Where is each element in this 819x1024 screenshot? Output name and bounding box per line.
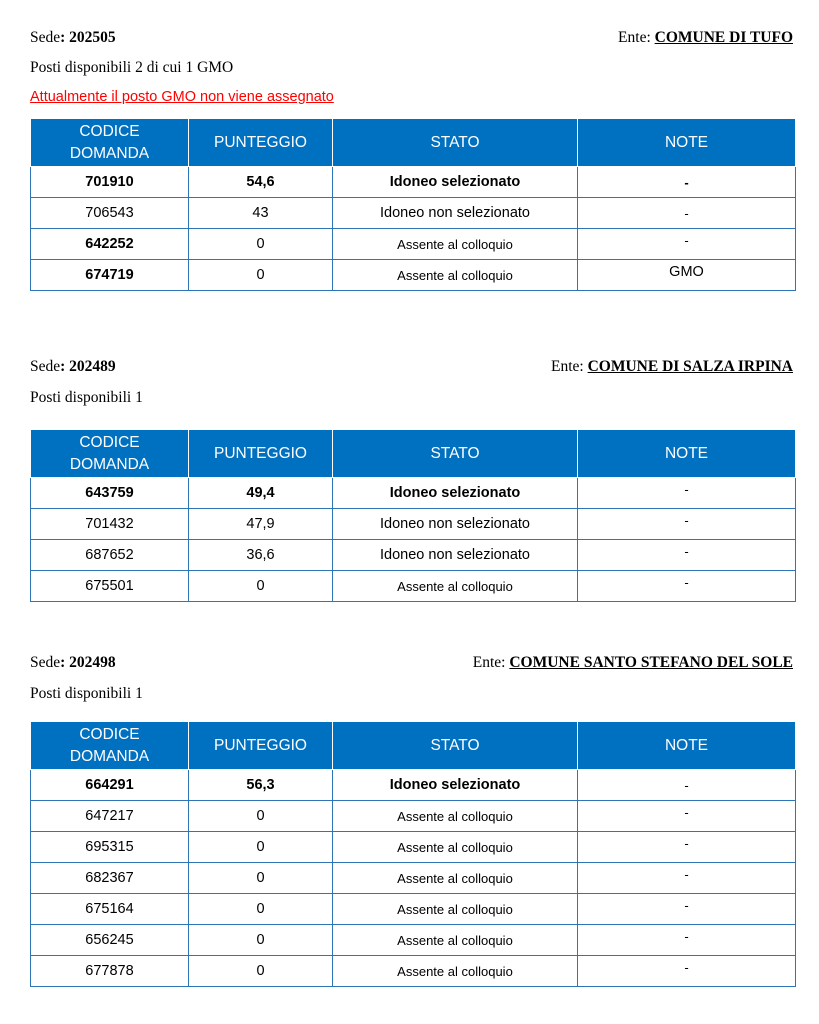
table-row: [31, 167, 796, 198]
sede-code: : 202505: [60, 29, 116, 46]
table-header-row: [31, 119, 796, 167]
cell-note: -: [578, 229, 796, 260]
section-salza-irpina: [30, 358, 795, 594]
cell-punteggio: 0: [189, 894, 333, 925]
table-row: [31, 478, 796, 509]
cell-stato: Assente al colloquio: [333, 801, 578, 832]
cell-punteggio: 0: [189, 956, 333, 987]
cell-codice: 664291: [31, 770, 189, 801]
header-note: NOTE: [578, 430, 796, 478]
ranking-table: [30, 118, 796, 291]
ente-name: COMUNE SANTO STEFANO DEL SOLE: [509, 654, 793, 671]
ente-label: Ente: COMUNE DI TUFO: [618, 29, 793, 46]
table-row: [31, 540, 796, 571]
cell-note: -: [578, 509, 796, 540]
sede-code: : 202498: [60, 654, 116, 671]
cell-stato: Idoneo non selezionato: [333, 509, 578, 540]
header-codice: CODICE DOMANDA: [31, 119, 189, 167]
cell-note: -: [578, 571, 796, 602]
ente-label: Ente: COMUNE SANTO STEFANO DEL SOLE: [472, 654, 793, 671]
table-row: [31, 956, 796, 987]
header-punteggio: PUNTEGGIO: [189, 722, 333, 770]
cell-stato: Idoneo selezionato: [333, 167, 578, 198]
cell-codice: 656245: [31, 925, 189, 956]
cell-punteggio: 0: [189, 571, 333, 602]
ranking-table: [30, 429, 796, 602]
cell-note: -: [578, 925, 796, 956]
cell-punteggio: 36,6: [189, 540, 333, 571]
table-header-row: [31, 722, 796, 770]
table-row: [31, 925, 796, 956]
section-tufo: [30, 29, 795, 283]
cell-punteggio: 0: [189, 863, 333, 894]
table-row: [31, 229, 796, 260]
cell-codice: 706543: [31, 198, 189, 229]
section-santo-stefano-del-sole: [30, 654, 795, 979]
cell-note: -: [578, 863, 796, 894]
table-row: [31, 770, 796, 801]
cell-codice: 687652: [31, 540, 189, 571]
ente-name: COMUNE DI SALZA IRPINA: [587, 358, 793, 375]
table-row: [31, 863, 796, 894]
cell-codice: 677878: [31, 956, 189, 987]
posti-disponibili: Posti disponibili 1: [30, 685, 143, 702]
table-header-row: [31, 430, 796, 478]
sede-label: Sede: 202498: [30, 654, 116, 671]
table-row: [31, 832, 796, 863]
cell-codice: 642252: [31, 229, 189, 260]
cell-codice: 647217: [31, 801, 189, 832]
table-row: [31, 260, 796, 291]
cell-codice: 674719: [31, 260, 189, 291]
header-codice: CODICE DOMANDA: [31, 722, 189, 770]
cell-note: -: [578, 832, 796, 863]
cell-note: -: [578, 801, 796, 832]
cell-note: -: [578, 167, 796, 198]
cell-punteggio: 0: [189, 260, 333, 291]
cell-punteggio: 0: [189, 801, 333, 832]
gmo-notice: Attualmente il posto GMO non viene assegnato: [30, 89, 334, 105]
cell-punteggio: 0: [189, 229, 333, 260]
sede-line: [30, 654, 795, 674]
cell-stato: Assente al colloquio: [333, 863, 578, 894]
ente-label: Ente: COMUNE DI SALZA IRPINA: [551, 358, 793, 375]
header-punteggio: PUNTEGGIO: [189, 119, 333, 167]
sede-label: Sede: 202505: [30, 29, 116, 46]
ente-name: COMUNE DI TUFO: [654, 29, 793, 46]
cell-codice: 643759: [31, 478, 189, 509]
cell-stato: Idoneo non selezionato: [333, 540, 578, 571]
cell-stato: Assente al colloquio: [333, 956, 578, 987]
cell-stato: Idoneo selezionato: [333, 770, 578, 801]
header-codice: CODICE DOMANDA: [31, 430, 189, 478]
cell-note: -: [578, 478, 796, 509]
cell-note: -: [578, 770, 796, 801]
sede-line: [30, 29, 795, 49]
cell-codice: 675501: [31, 571, 189, 602]
header-note: NOTE: [578, 722, 796, 770]
cell-note: GMO: [578, 260, 796, 291]
cell-note: -: [578, 540, 796, 571]
cell-stato: Idoneo non selezionato: [333, 198, 578, 229]
cell-stato: Assente al colloquio: [333, 229, 578, 260]
cell-note: -: [578, 956, 796, 987]
cell-codice: 695315: [31, 832, 189, 863]
sede-label: Sede: 202489: [30, 358, 116, 375]
cell-codice: 675164: [31, 894, 189, 925]
cell-stato: Assente al colloquio: [333, 260, 578, 291]
cell-stato: Assente al colloquio: [333, 925, 578, 956]
cell-punteggio: 54,6: [189, 167, 333, 198]
posti-disponibili: Posti disponibili 2 di cui 1 GMO: [30, 59, 234, 76]
sede-code: : 202489: [60, 358, 116, 375]
cell-note: -: [578, 198, 796, 229]
table-row: [31, 571, 796, 602]
cell-note: -: [578, 894, 796, 925]
cell-stato: Assente al colloquio: [333, 832, 578, 863]
table-row: [31, 894, 796, 925]
header-note: NOTE: [578, 119, 796, 167]
cell-punteggio: 43: [189, 198, 333, 229]
ranking-table: [30, 721, 796, 987]
cell-punteggio: 0: [189, 832, 333, 863]
sede-line: [30, 358, 795, 378]
cell-codice: 682367: [31, 863, 189, 894]
posti-disponibili: Posti disponibili 1: [30, 389, 143, 406]
cell-punteggio: 47,9: [189, 509, 333, 540]
table-row: [31, 801, 796, 832]
cell-punteggio: 56,3: [189, 770, 333, 801]
table-row: [31, 509, 796, 540]
cell-stato: Idoneo selezionato: [333, 478, 578, 509]
cell-punteggio: 49,4: [189, 478, 333, 509]
cell-codice: 701910: [31, 167, 189, 198]
header-stato: STATO: [333, 722, 578, 770]
cell-stato: Assente al colloquio: [333, 894, 578, 925]
header-stato: STATO: [333, 430, 578, 478]
table-row: [31, 198, 796, 229]
cell-codice: 701432: [31, 509, 189, 540]
cell-punteggio: 0: [189, 925, 333, 956]
header-stato: STATO: [333, 119, 578, 167]
cell-stato: Assente al colloquio: [333, 571, 578, 602]
header-punteggio: PUNTEGGIO: [189, 430, 333, 478]
